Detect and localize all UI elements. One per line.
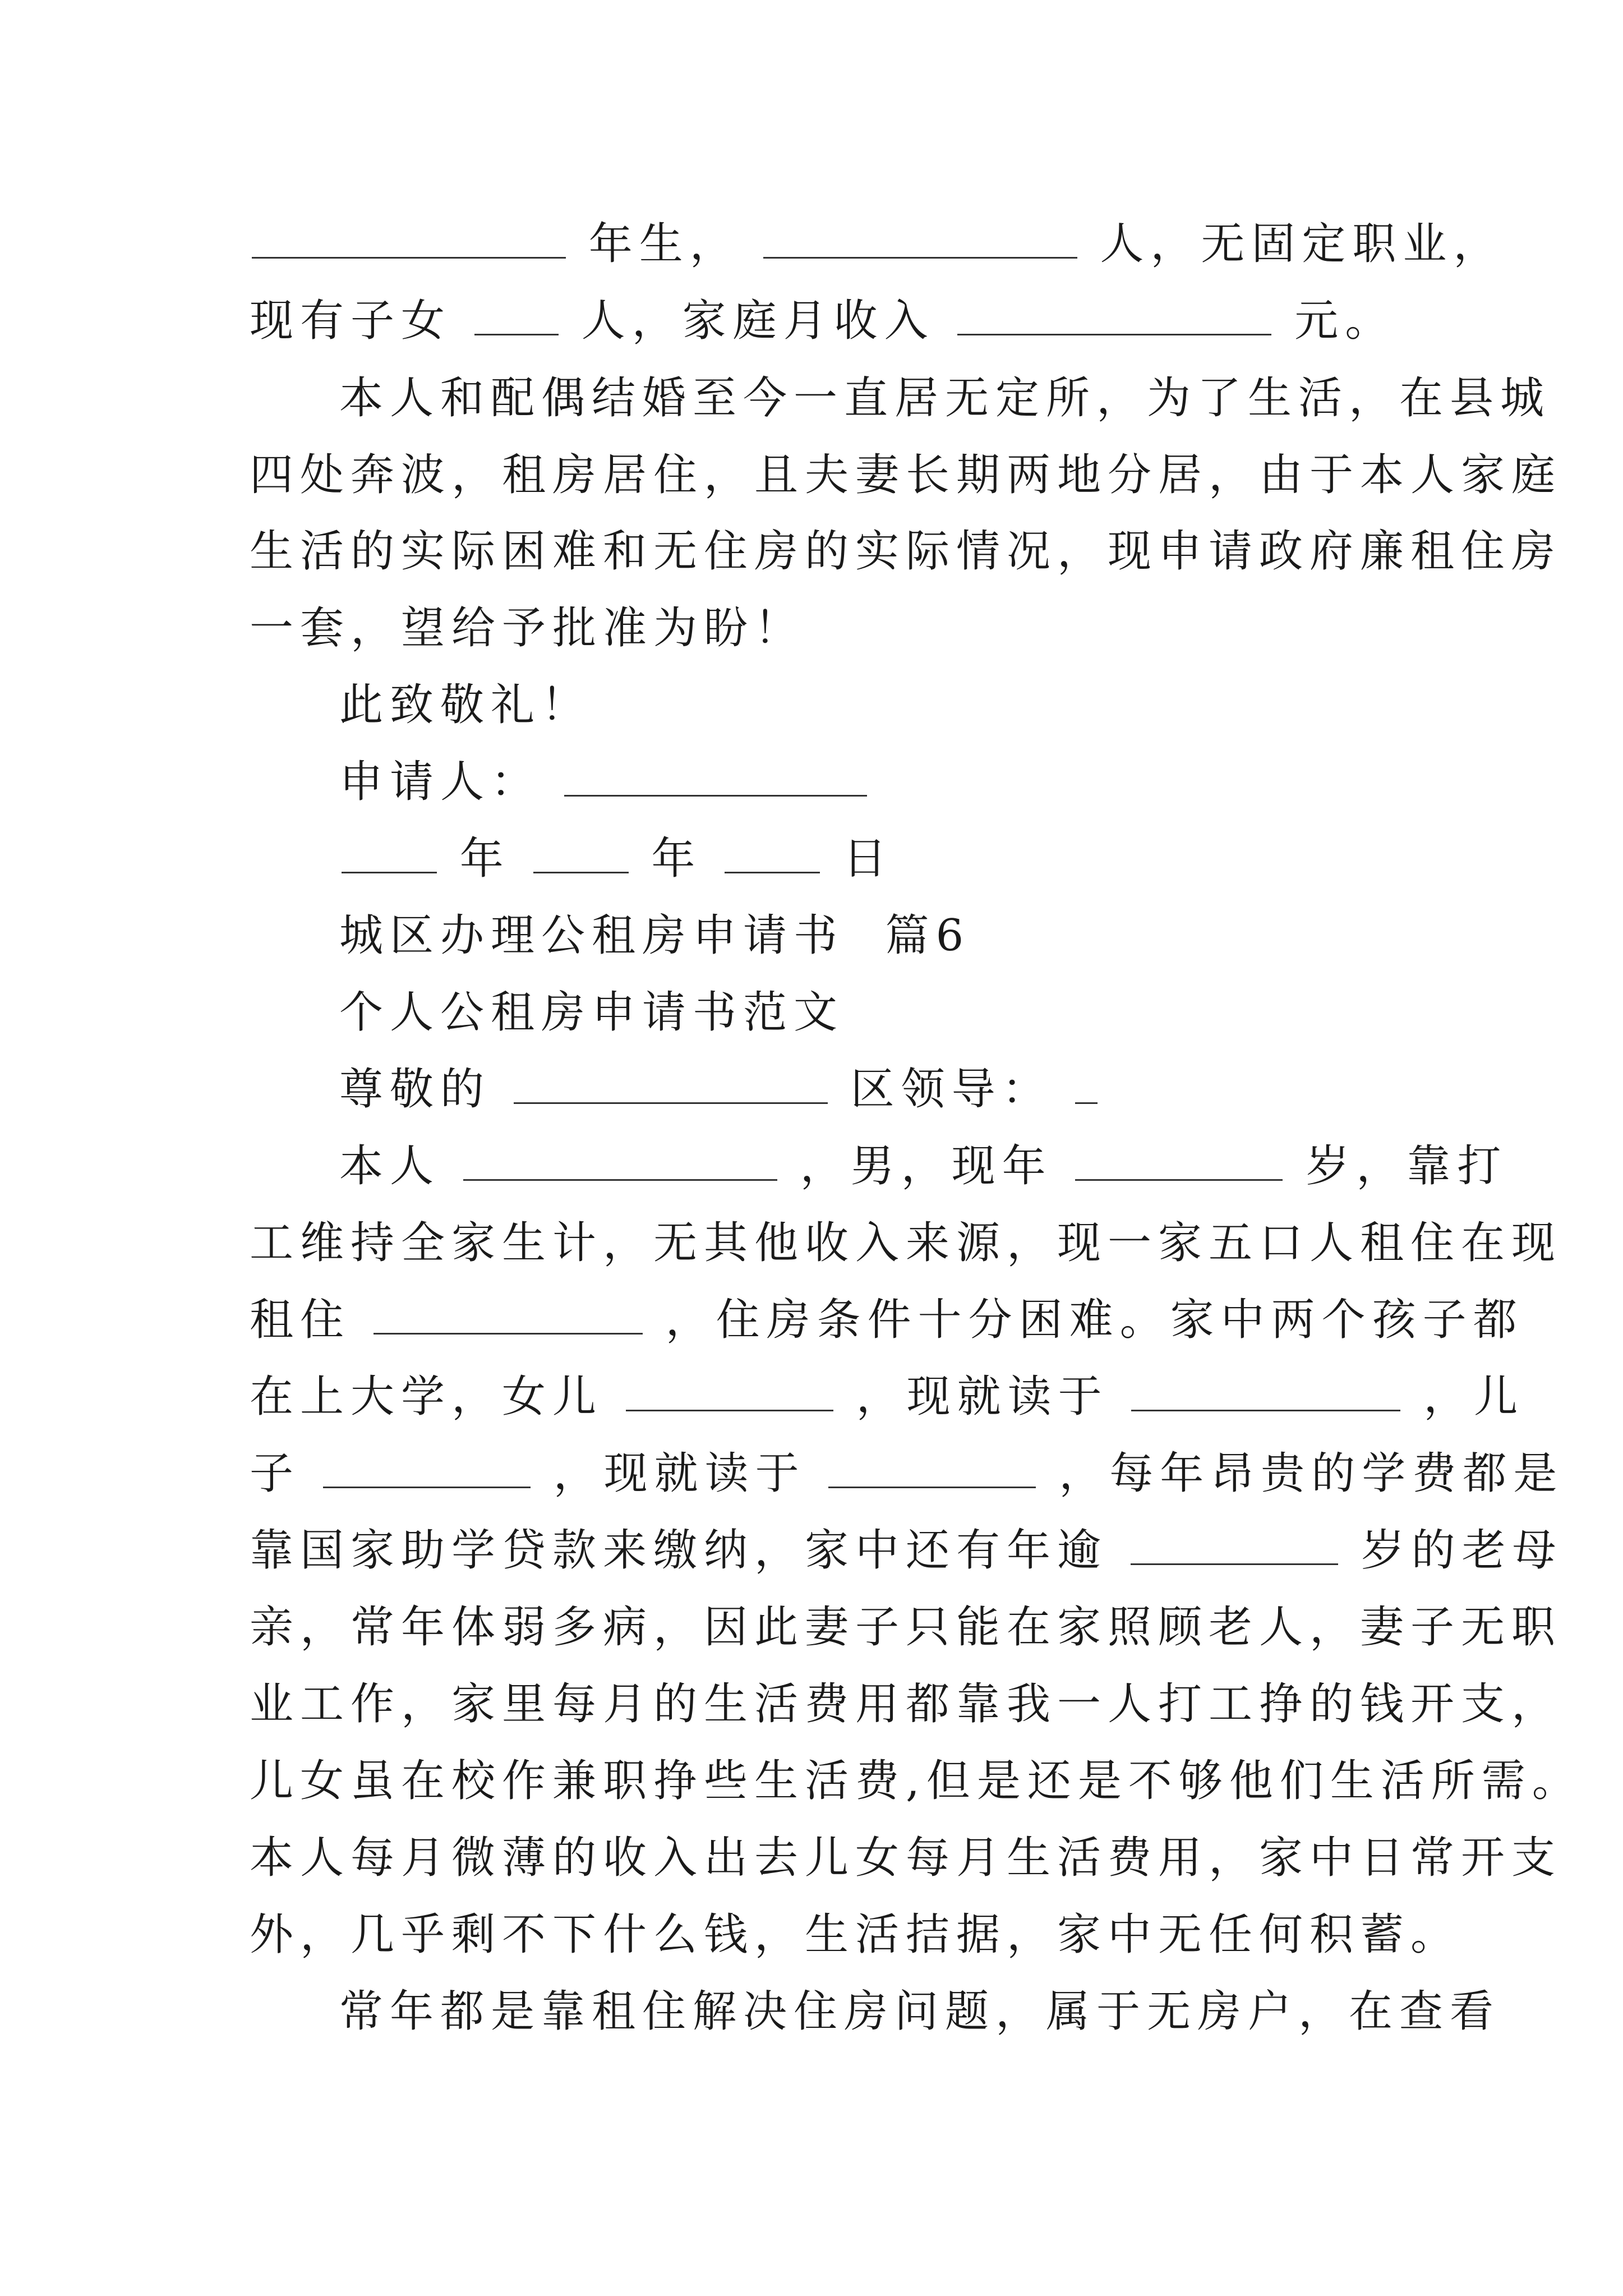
- text-span: 本人: [339, 1141, 441, 1191]
- fill-blank[interactable]: [626, 1370, 833, 1411]
- text-span: ，住房条件十分困难。家中两个孩子都: [665, 1295, 1524, 1345]
- paragraph-line: 亲，常年体弱多病，因此妻子只能在家照顾老人，妻子无职: [250, 1602, 1562, 1653]
- text-span: 现有子女: [250, 296, 452, 346]
- text-span: 人，无固定职业，: [1100, 219, 1504, 269]
- text-span: 人，家庭月收入: [581, 296, 935, 346]
- paragraph-line: 四处奔波，租房居住，且夫妻长期两地分居，由于本人家庭: [250, 450, 1562, 500]
- text-span: 元。: [1294, 296, 1396, 346]
- fill-blank[interactable]: [763, 218, 1077, 259]
- text-span: 尊敬的: [339, 1064, 491, 1115]
- fill-blank[interactable]: [957, 295, 1271, 335]
- paragraph-line: 业工作，家里每月的生活费用都靠我一人打工挣的钱开支，: [250, 1679, 1562, 1729]
- text-line: [250, 1446, 1564, 1502]
- fill-blank[interactable]: [828, 1447, 1036, 1488]
- text-line: [250, 1292, 1524, 1348]
- paragraph-line: 本人每月微薄的收入出去儿女每月生活费用，家中日常开支: [250, 1833, 1562, 1883]
- document-subtitle: 个人公租房申请书范文: [339, 987, 845, 1038]
- paragraph-line: 本人和配偶结婚至今一直居无定所，为了生活，在县城: [339, 373, 1551, 424]
- fill-blank[interactable]: [1131, 1524, 1338, 1565]
- salutation: 此致敬礼！: [339, 680, 592, 730]
- paragraph-line: 常年都是靠租住解决住房问题，属于无房户，在查看: [339, 1986, 1501, 2037]
- text-span: ，现就读于: [553, 1448, 806, 1499]
- section-title: 城区办理公租房申请书 篇6: [339, 910, 971, 961]
- text-line: [250, 216, 1504, 272]
- fill-blank[interactable]: [374, 1294, 643, 1335]
- date-year-label: 年: [459, 834, 510, 884]
- text-span: 子: [250, 1448, 301, 1499]
- fill-blank[interactable]: [474, 295, 559, 335]
- fill-blank[interactable]: [514, 1063, 828, 1104]
- fill-blank[interactable]: [725, 832, 820, 873]
- text-span: ，每年昂贵的学费都是: [1059, 1448, 1564, 1499]
- paragraph-line: 外，几乎剩不下什么钱，生活拮据，家中无任何积蓄。: [250, 1910, 1461, 1960]
- fill-blank[interactable]: [252, 218, 566, 259]
- applicant-line: [339, 754, 869, 810]
- text-span: ，男，现年: [800, 1141, 1053, 1191]
- text-line: [250, 1522, 1563, 1579]
- applicant-label: 申请人：: [339, 757, 542, 807]
- fill-blank[interactable]: [342, 832, 437, 873]
- text-span: 靠国家助学贷款来缴纳，家中还有年逾: [250, 1525, 1108, 1576]
- fill-blank[interactable]: [323, 1447, 531, 1488]
- date-line: [339, 831, 893, 887]
- text-span: ，现就读于: [856, 1372, 1109, 1422]
- text-span: 年生，: [588, 219, 740, 269]
- greeting-line: [339, 1061, 1100, 1117]
- text-span: 区领导：: [850, 1064, 1053, 1115]
- paragraph-line: 工维持全家生计，无其他收入来源，现一家五口人租住在现: [250, 1218, 1562, 1268]
- paragraph-line: 儿女虽在校作兼职挣些生活费,但是还是不够他们生活所需。: [250, 1756, 1583, 1806]
- paragraph-line: 一套，望给予批准为盼！: [250, 603, 805, 654]
- fill-blank[interactable]: [1131, 1370, 1400, 1411]
- date-day-label: 日: [843, 834, 894, 884]
- fill-blank[interactable]: [1075, 1063, 1098, 1104]
- text-span: 租住: [250, 1295, 351, 1345]
- text-span: 岁的老母: [1361, 1525, 1563, 1576]
- text-line: [339, 1138, 1507, 1194]
- applicant-blank[interactable]: [564, 756, 867, 797]
- date-month-label: 年: [651, 834, 702, 884]
- text-span: ，儿: [1423, 1372, 1525, 1422]
- fill-blank[interactable]: [463, 1140, 777, 1181]
- text-span: 岁，靠打: [1306, 1141, 1508, 1191]
- paragraph-line: 生活的实际困难和无住房的实际情况，现申请政府廉租住房: [250, 526, 1562, 577]
- text-line: [250, 1369, 1524, 1425]
- fill-blank[interactable]: [1075, 1140, 1283, 1181]
- fill-blank[interactable]: [533, 832, 629, 873]
- text-span: 在上大学，女儿: [250, 1372, 603, 1422]
- text-line: [250, 293, 1395, 349]
